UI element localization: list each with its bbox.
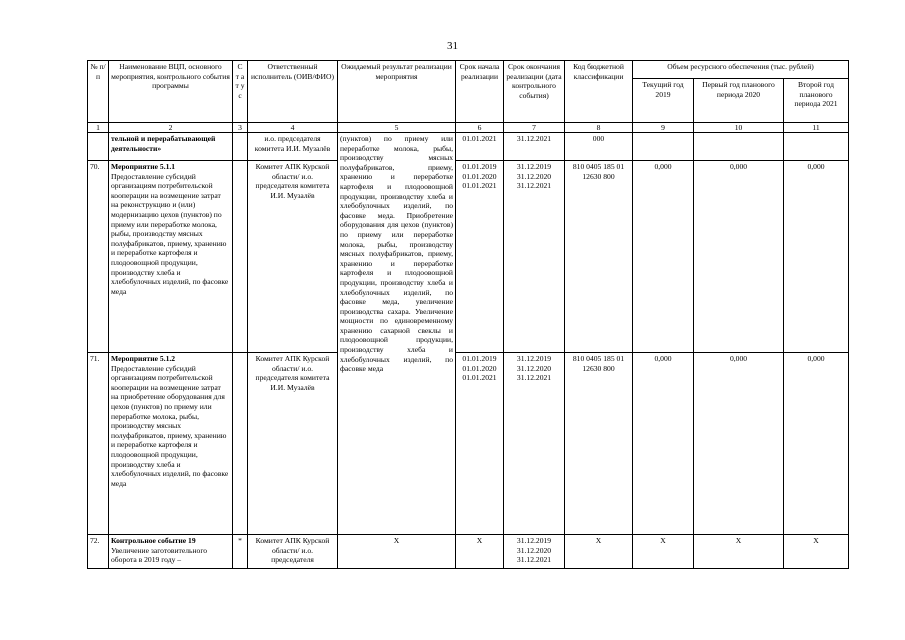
row-2019: 0,000 <box>633 353 694 535</box>
row-start: 01.01.2021 <box>456 133 504 161</box>
table-row <box>88 133 849 161</box>
row-title: Мероприятие 5.1.2 <box>111 354 176 363</box>
page-number: 31 <box>447 40 458 52</box>
table-row <box>88 353 849 535</box>
header-first-plan-year: Первый год планового периода 2020 <box>694 79 784 123</box>
row-name-cell <box>109 161 233 353</box>
header-start: Срок начала реализации <box>456 61 504 123</box>
row-name-cell <box>109 353 233 535</box>
row-start: 01.01.2019 01.01.2020 01.01.2021 <box>456 161 504 353</box>
col-num: 6 <box>456 123 504 133</box>
header-status: С т а т у с <box>233 61 248 123</box>
row-responsible: Комитет АПК Курской области/ и.о. председателя <box>248 535 338 569</box>
header-budget: Код бюджетной классификации <box>565 61 633 123</box>
row-start: 01.01.2019 01.01.2020 01.01.2021 <box>456 353 504 535</box>
col-num: 8 <box>565 123 633 133</box>
row-budget: 810 0405 185 01 12630 800 <box>565 161 633 353</box>
row-2020: 0,000 <box>694 161 784 353</box>
col-num: 2 <box>109 123 233 133</box>
row-title: Контрольное событие 19 <box>111 536 196 545</box>
header-row <box>88 61 849 79</box>
row-name: Предоставление субсидий организациям потребительской кооперации на возмещение затрат на приобретение оборудования для цехов (пунктов) по приему или переработке молока, рыбы, производству мясных полуфабрикатов, приему, хранению и переработке картофеля и плодоовощной продукции, производству хлеба и хлебобулочных изделий, по фасовке меда <box>111 363 229 488</box>
row-2020: Х <box>694 535 784 569</box>
row-status <box>233 161 248 353</box>
row-2021 <box>784 133 849 161</box>
row-2019 <box>633 133 694 161</box>
col-num: 10 <box>694 123 784 133</box>
row-status <box>233 133 248 161</box>
col-num: 3 <box>233 123 248 133</box>
row-number <box>88 133 109 161</box>
row-end: 31.12.2019 31.12.2020 31.12.2021 <box>504 161 565 353</box>
row-status <box>233 353 248 535</box>
col-num: 4 <box>248 123 338 133</box>
header-current-year: Текущий год 2019 <box>633 79 694 123</box>
col-num: 7 <box>504 123 565 133</box>
header-result: Ожидаемый результат реализации мероприятия <box>338 61 456 123</box>
row-responsible: Комитет АПК Курской области/ и.о. председателя комитета И.И. Музалёв <box>248 161 338 353</box>
row-budget: Х <box>565 535 633 569</box>
row-result: Х <box>338 535 456 569</box>
row-name: Увеличение заготовительного оборота в 2019 году – <box>111 545 208 565</box>
header-name: Наименование ВЦП, основного мероприятия, контрольного события программы <box>109 61 233 123</box>
row-2020: 0,000 <box>694 353 784 535</box>
row-responsible: и.о. председателя комитета И.И. Музалёв <box>248 133 338 161</box>
header-resources: Объем ресурсного обеспечения (тыс. рублей) <box>633 61 849 79</box>
row-end: 31.12.2021 <box>504 133 565 161</box>
header-end: Срок окончания реализации (дата контрольного события) <box>504 61 565 123</box>
row-2020 <box>694 133 784 161</box>
col-num: 9 <box>633 123 694 133</box>
row-name: тельной и перерабатывающей деятельности» <box>109 133 233 161</box>
row-number: 71. <box>88 353 109 535</box>
table-row <box>88 535 849 569</box>
row-2021: Х <box>784 535 849 569</box>
row-name: Предоставление субсидий организациям потребительской кооперации на возмещение затрат на реконструкцию и (или) модернизацию цехов (пунктов) по приему или переработке молока, рыбы, производству мясных полуфабрикатов, приему, хранению и переработке картофеля и плодоовощной продукции, производству хлеба и хлебобулочных изделий, по фасовке меда <box>111 171 229 296</box>
row-title: Мероприятие 5.1.1 <box>111 162 176 171</box>
row-2021: 0,000 <box>784 353 849 535</box>
col-num: 5 <box>338 123 456 133</box>
row-number: 72. <box>88 535 109 569</box>
row-budget: 810 0405 185 01 12630 800 <box>565 353 633 535</box>
row-end: 31.12.2019 31.12.2020 31.12.2021 <box>504 535 565 569</box>
row-name-cell <box>109 535 233 569</box>
row-end: 31.12.2019 31.12.2020 31.12.2021 <box>504 353 565 535</box>
header-no: № п/ п <box>88 61 109 123</box>
row-budget: 000 <box>565 133 633 161</box>
table-row <box>88 161 849 353</box>
header-second-plan-year: Второй год планового периода 2021 <box>784 79 849 123</box>
header-responsible: Ответственный исполнитель (ОИВ/ФИО) <box>248 61 338 123</box>
row-2019: Х <box>633 535 694 569</box>
row-number: 70. <box>88 161 109 353</box>
col-num: 11 <box>784 123 849 133</box>
row-2019: 0,000 <box>633 161 694 353</box>
row-start: Х <box>456 535 504 569</box>
row-responsible: Комитет АПК Курской области/ и.о. председателя комитета И.И. Музалёв <box>248 353 338 535</box>
program-table <box>87 60 849 569</box>
column-number-row <box>88 123 849 133</box>
row-status: * <box>233 535 248 569</box>
col-num: 1 <box>88 123 109 133</box>
row-2021: 0,000 <box>784 161 849 353</box>
row-result: (пунктов) по приему или переработке молока, рыбы, производству мясных полуфабрикатов, приему, хранению и переработке картофеля и плодоовощной продукции, производству хлеба и хлебобулочных изделий, по фасовке меда. Приобретение оборудования для цехов (пунктов) по приему или переработке молока, рыбы, производству мясных полуфабрикатов, приему, хранению и переработке картофеля и плодоовощной продукции, производству хлеба и хлебобулочных изделий, по фасовке меда, увеличение производства сахара. Увеличение мощности по единовременному хранению сахарной свеклы и плодоовощной продукции, производству хлеба и хлебобулочных изделий, по фасовке меда <box>338 133 456 535</box>
